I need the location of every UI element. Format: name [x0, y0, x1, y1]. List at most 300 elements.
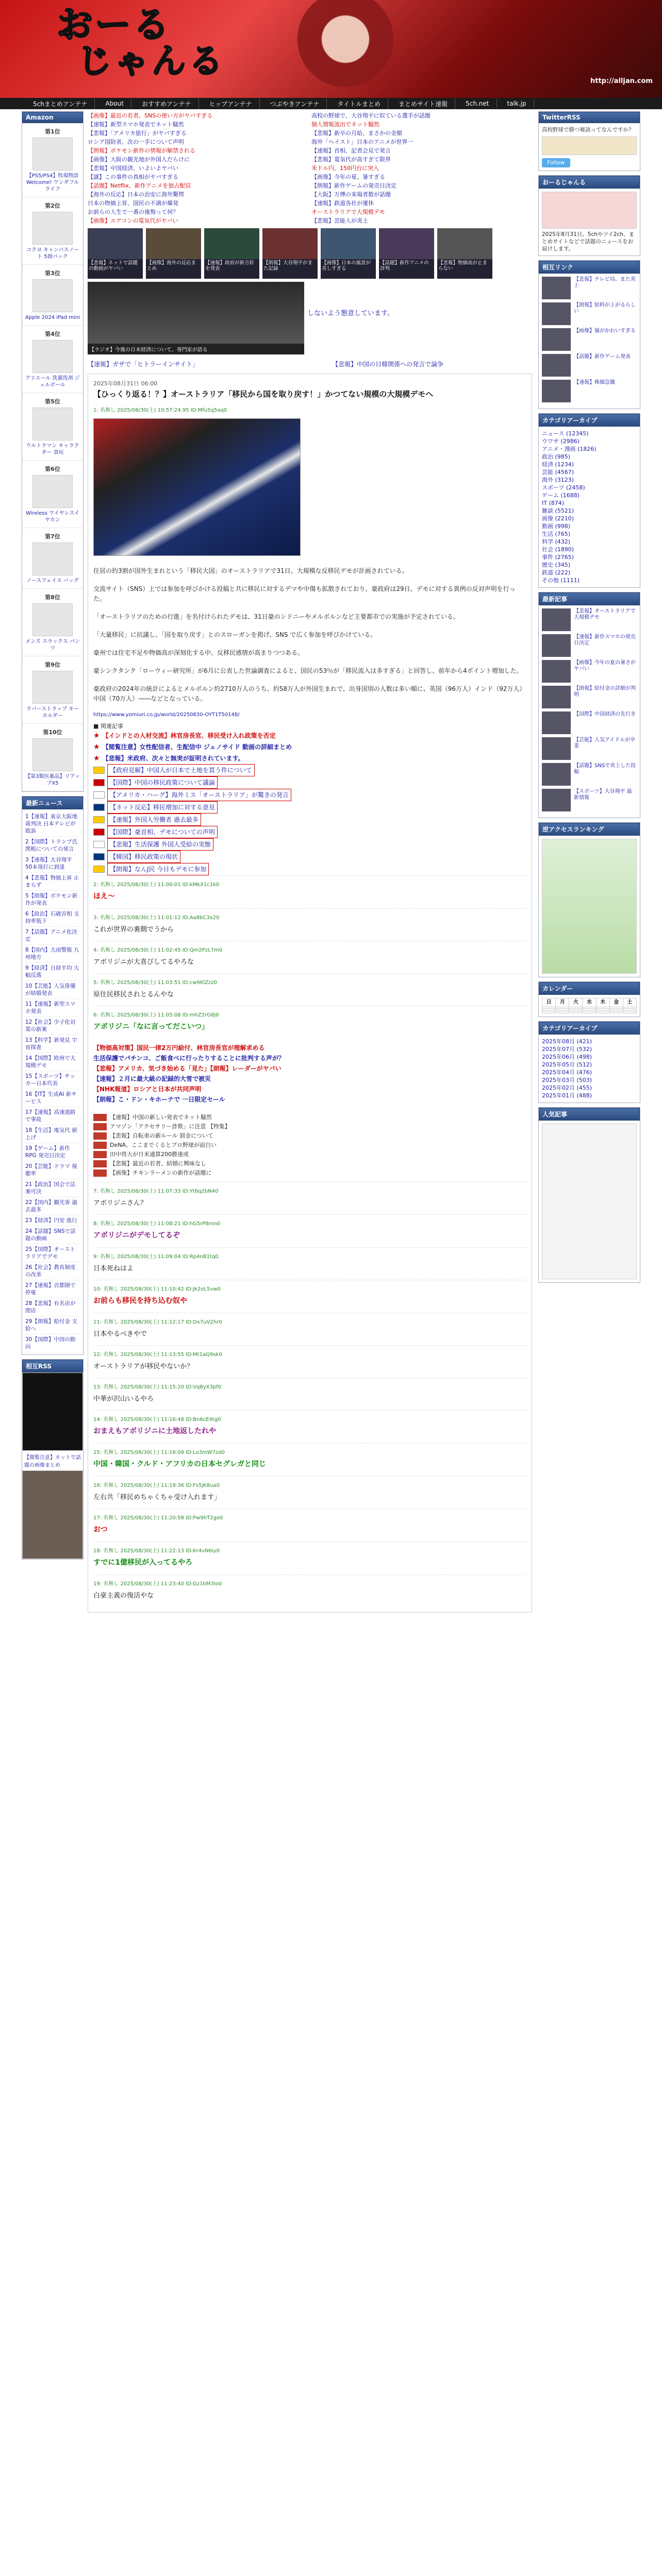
related-link[interactable]: 【アメリカ・ハーグ】海外ミス「オーストラリア」が驚きの発言	[107, 789, 291, 801]
top-link[interactable]: 【悲報】「アメリカ旅行」がヤバすぎる	[88, 130, 187, 137]
ad-link[interactable]: 【速報】中国の新しい発表でネット騒然	[110, 1114, 212, 1121]
category-link[interactable]: 歴史 (345)	[542, 562, 571, 568]
thumbnail-card[interactable]	[204, 228, 259, 279]
archive-link[interactable]: 2025年06月 (498)	[542, 1054, 592, 1060]
comment	[93, 1247, 526, 1280]
news-link[interactable]: 9【経済】日経平均 大幅反落	[25, 963, 80, 981]
nav-item[interactable]: おすすめアンテナ	[135, 98, 199, 109]
category-link[interactable]: 鉄道 (222)	[542, 569, 571, 576]
category-link[interactable]: ゲーム (1688)	[542, 492, 580, 499]
top-link[interactable]: 【話題】Netflix、新作アニメを独占配信	[88, 182, 191, 189]
recent-thumb	[542, 686, 571, 708]
related-item[interactable]	[93, 801, 526, 814]
amazon-item[interactable]	[22, 265, 83, 326]
product-title[interactable]: ラバーストラップ キーホルダー	[26, 706, 79, 719]
comment-body: アボリジニ「なに言ってだこいつ」	[93, 1023, 209, 1031]
news-link[interactable]: 11【速報】新型スマホ発表	[25, 999, 80, 1017]
ranking-thumb	[542, 277, 571, 299]
comments-more	[93, 1182, 526, 1607]
recent-link[interactable]: 【話題】SNSで炎上した投稿	[574, 763, 636, 775]
product-image	[32, 543, 73, 575]
thumbnail-card[interactable]	[262, 228, 318, 279]
mid-link[interactable]: 生活保護でパチンコ、ご飯食べに行ったりすることに批判する声が？	[93, 1055, 285, 1062]
comment-meta: 4: 名無し 2025/08/30(土) 11:02:45 ID:Qm2PzL7m0	[93, 947, 223, 953]
recent-item[interactable]	[542, 634, 637, 657]
news-link[interactable]: 24【話題】SNSで話題の動画	[25, 1226, 80, 1244]
comment-body: おつ	[93, 1526, 108, 1534]
twitter-avatar	[542, 137, 637, 155]
recent-link[interactable]: 【悲報】オーストラリアで大規模デモ	[574, 608, 636, 620]
recent-item[interactable]	[542, 660, 637, 683]
ranking-item[interactable]	[542, 380, 637, 402]
news-link[interactable]: 26【社会】教育制度の改革	[25, 1262, 80, 1280]
flag-icon	[93, 791, 105, 799]
calendar-weekday: 火	[569, 998, 583, 1007]
news-link[interactable]: 3【速報】大谷翔平 50本塁打に到達	[25, 855, 80, 873]
thumbnail-row	[88, 228, 532, 279]
related-item[interactable]	[93, 826, 526, 838]
flag-icon	[93, 853, 105, 860]
logo-line-2: じゃんる	[77, 41, 226, 81]
news-link[interactable]: 27【速報】首都圏で停電	[25, 1280, 80, 1298]
related-link[interactable]: 【悲報】生活保護 外国人受給の実態	[107, 838, 213, 851]
mid-links	[93, 1039, 526, 1109]
related-item[interactable]	[93, 863, 526, 875]
news-link[interactable]: 14【国際】欧州で大規模デモ	[25, 1053, 80, 1071]
article-paragraph: 「オーストラリアのための行進」を名付けられたデモは、31日豪のシドニーやメルボルンなど主要都市での実施が予定されている。	[93, 613, 459, 620]
related-item[interactable]	[93, 776, 526, 789]
top-link[interactable]: 【謎】この事件の真相がヤバすぎる	[88, 174, 178, 180]
recommend-heading: 相互RSS	[22, 1360, 83, 1372]
product-title[interactable]: メンズ スラックス パンツ	[25, 639, 80, 651]
category-heading: カテゴリアーカイブ	[539, 414, 640, 427]
comment-meta: 5: 名無し 2025/08/30(土) 11:03:51 ID:cw9KlZzz0	[93, 980, 217, 986]
top-link[interactable]: 【画像】今年の夏、暑すぎる	[311, 174, 385, 180]
top-link[interactable]: 【速報】首相、記者会見で発言	[311, 147, 391, 154]
news-link[interactable]: 19【ゲーム】新作RPG 発売日決定	[25, 1143, 80, 1161]
amazon-item[interactable]	[22, 461, 83, 528]
access-ranking-widget[interactable]	[542, 839, 637, 974]
thumbnail-image	[379, 228, 434, 259]
thumbnail-card[interactable]	[146, 228, 201, 279]
news-link[interactable]: 8【国内】大雨警報 九州地方	[25, 945, 80, 963]
news-link[interactable]: 17【速報】高速道路で事故	[25, 1107, 80, 1125]
amazon-rank: 第6位	[45, 466, 60, 472]
comment-body: 左右共「移民めちゃくちゃ受け入れます」	[93, 1494, 221, 1501]
amazon-item[interactable]	[22, 123, 83, 197]
recent-item[interactable]	[542, 711, 637, 734]
top-link[interactable]: 【画像】大阪の観光地が外国人だらけに	[88, 156, 190, 163]
news-link[interactable]: 2【国際】トランプ氏 関税についての発言	[25, 837, 80, 855]
top-link[interactable]: 【朗報】新作ゲームの発売日決定	[311, 182, 396, 189]
nav-item[interactable]: タイトルまとめ	[330, 98, 388, 109]
news-link[interactable]: 13【科学】新発見 宇宙探査	[25, 1035, 80, 1053]
product-title[interactable]: ノースフェイス バッグ	[26, 578, 79, 584]
amazon-list	[22, 123, 83, 791]
nav-item[interactable]: 5ch.net	[458, 99, 496, 108]
top-link[interactable]: 米ドル円、150円台に突入	[311, 165, 379, 172]
related-link[interactable]: 【インドとの人材交流】林官房長官、移民受け入れ政策を否定	[102, 732, 276, 739]
comments	[93, 875, 526, 1039]
ranking-link[interactable]: 【朗報】給料が上がるらしい	[574, 302, 636, 314]
amazon-item[interactable]	[22, 393, 83, 461]
related-link[interactable]: 【朗報】なんJ民 今日もデモに参加	[107, 863, 209, 875]
recommend-caption[interactable]: 【閲覧注意】ネットで話題の画像まとめ	[24, 1455, 81, 1468]
comment-body: 中華が沢山いるやろ	[93, 1395, 154, 1403]
top-link[interactable]: 【悲報】新卒の月給、まさかの金額	[311, 130, 402, 137]
news-link[interactable]: 29【朗報】給付金 支給へ	[25, 1316, 80, 1334]
recent-box	[538, 592, 640, 818]
calendar-weekday: 土	[623, 998, 636, 1007]
comment	[93, 1313, 526, 1345]
ad-row[interactable]	[93, 1141, 526, 1150]
product-title[interactable]: アリエール 洗濯洗剤 ジェルボール	[25, 376, 80, 388]
recent-thumb	[542, 660, 571, 683]
top-link[interactable]: 【海外の反応】日本の治安に海外驚愕	[88, 191, 184, 198]
top-link[interactable]: 【速報】新型スマホ発表でネット騒然	[88, 121, 184, 128]
thumbnail-image	[437, 228, 492, 259]
news-link[interactable]: 6【政治】石破首相 支持率低下	[25, 909, 80, 927]
top-link[interactable]: 【悲報】芸能人が炎上	[311, 217, 368, 224]
recent-item[interactable]	[542, 686, 637, 708]
category-link[interactable]: ニュース (12345)	[542, 430, 589, 437]
mid-link[interactable]: 【速報】２月に最大級の記録的大雪で被災	[93, 1075, 211, 1082]
news-link[interactable]: 15【スポーツ】サッカー日本代表	[25, 1071, 80, 1089]
ad-link[interactable]: 田中将大が日米通算200勝達成	[110, 1151, 189, 1158]
recent-link[interactable]: 【スポーツ】大谷翔平 最新情報	[574, 789, 632, 801]
nav-item[interactable]: つぶやきアンテナ	[263, 98, 327, 109]
ranking-item[interactable]	[542, 302, 637, 325]
thumbnail-card[interactable]	[88, 228, 143, 279]
ranking-link[interactable]: 【悲報】テレビ局、また炎上	[574, 277, 636, 289]
top-link[interactable]: お前らの人生で一番の後悔って何？	[88, 209, 178, 215]
top-link[interactable]: 個人情報流出でネット騒然	[311, 121, 379, 128]
news-link[interactable]: 1【速報】東京大阪地裁判決 日本テレビが敗訴	[25, 811, 80, 837]
flag-icon	[93, 779, 105, 786]
recent-thumb	[542, 737, 571, 760]
page-body	[0, 109, 662, 2576]
category-link[interactable]: 動画 (998)	[542, 523, 571, 530]
ad-icon	[93, 1170, 107, 1177]
mid-link[interactable]: 【悲報】アメリカ、気づき始める「見た」【朗報】レーダーがヤバい	[93, 1065, 282, 1072]
ranking-item[interactable]	[542, 354, 637, 377]
ad-row[interactable]	[93, 1159, 526, 1168]
thumbnail-image	[88, 228, 143, 259]
recent-item[interactable]	[542, 737, 637, 760]
news-link[interactable]: 4【悲報】物価上昇 止まらず	[25, 873, 80, 891]
comment-meta: 17: 名無し 2025/08/30(土) 11:20:58 ID:Pw9hT2ge0	[93, 1515, 223, 1521]
ad-icon	[93, 1114, 107, 1121]
mid-link[interactable]: 【物価高対策】国民一律2万円給付、林官房長官が理解求める	[93, 1044, 265, 1052]
thumbnail-caption: 【速報】政府が新方針を発表	[204, 259, 259, 279]
related-link[interactable]: 【政府見解】中国人が日本で土地を買う件について	[107, 764, 255, 776]
top-link[interactable]: 【大阪】万博の来場者数が話題	[311, 191, 391, 198]
news-link[interactable]: 7【話題】アニメ化決定	[25, 927, 80, 945]
top-link[interactable]: 【画像】最近の若者、SNSの使い方がヤバすぎる	[88, 112, 213, 119]
top-links-right	[311, 111, 532, 225]
flag-icon	[93, 816, 105, 823]
amazon-item[interactable]	[22, 528, 83, 589]
thumbnail-card[interactable]	[437, 228, 492, 279]
archive-link[interactable]: 2025年01月 (488)	[542, 1092, 592, 1099]
amazon-item[interactable]	[22, 724, 83, 791]
mid-link[interactable]: 【NHK報道】ロシアと日本が共同声明	[93, 1086, 202, 1093]
recent-item[interactable]	[542, 763, 637, 786]
nav-item[interactable]: talk.jp	[500, 99, 534, 108]
comment-meta: 12: 名無し 2025/08/30(土) 11:13:55 ID:Mt1aQ9sk0	[93, 1352, 222, 1358]
related-item[interactable]	[93, 764, 526, 776]
ad-link[interactable]: DeNA、ここまでくるとプロ野球が面白い	[110, 1142, 217, 1148]
comment-meta: 16: 名無し 2025/08/30(土) 11:19:36 ID:Fs5jK8ua0	[93, 1483, 220, 1488]
recommend-image-2[interactable]	[22, 1470, 83, 1559]
category-link[interactable]: スポーツ (2458)	[542, 484, 585, 491]
links-box	[538, 260, 640, 409]
comment	[93, 1443, 526, 1476]
comment-meta: 7: 名無し 2025/08/30(土) 11:07:33 ID:Yt6q2bN40	[93, 1189, 219, 1194]
comment	[93, 1378, 526, 1410]
related-link[interactable]: 【ネット反応】移民増加に対する意見	[107, 801, 218, 814]
amazon-item[interactable]	[22, 326, 83, 393]
article-photo	[93, 418, 301, 556]
product-title[interactable]: 【第3類医薬品】リアップX5	[25, 774, 80, 786]
archive-link[interactable]: 2025年02月 (455)	[542, 1084, 592, 1091]
category-link[interactable]: 海外 (3123)	[542, 477, 574, 483]
recommend-box	[22, 1359, 84, 1560]
news-link[interactable]: 23【経済】円安 進行	[25, 1215, 80, 1226]
thumbnail-card[interactable]	[321, 228, 376, 279]
archive-link[interactable]: 2025年08月 (421)	[542, 1038, 592, 1045]
prev-article-link[interactable]: 【速報】ガザで「ヒトラーインサイト」	[88, 361, 199, 368]
blog-description: 2025年8月31日。5chやツイ2ch、まとめサイトなどで話題のニュースをお届けします。	[542, 231, 634, 252]
related-link[interactable]: 【韓国】移民政策の現状	[107, 851, 180, 863]
news-link[interactable]: 21【政治】国会で法案可決	[25, 1179, 80, 1197]
thumbnail-card[interactable]	[379, 228, 434, 279]
ranking-thumb	[542, 328, 571, 351]
amazon-item[interactable]	[22, 589, 83, 656]
related-item[interactable]	[93, 789, 526, 801]
comment-meta: 13: 名無し 2025/08/30(土) 11:15:20 ID:Vq8yX3pf0	[93, 1384, 222, 1390]
article-paragraph: 豪政府の2024年の統計によるとメルボルン約2710万人のうち、約58万人が外国生まれで、出身国別の人数は多い順に、英国（96万人）インド（92万人）中国（70万人）――などとなっている。	[93, 685, 526, 702]
recent-link[interactable]: 【速報】新作スマホの発売日決定	[574, 634, 636, 646]
article-title[interactable]: 【ひっくり返る！？】オーストラリア「移民から国を取り戻す！」かつてない規模の大規模デモへ	[93, 389, 434, 399]
top-link[interactable]: 【朗報】ポケモン新作の情報が解禁される	[88, 147, 195, 154]
thumbnail-image	[321, 228, 376, 259]
category-link[interactable]: アニメ・漫画 (1826)	[542, 446, 597, 452]
archive-link[interactable]: 2025年04月 (476)	[542, 1069, 592, 1076]
thumbnail-image	[146, 228, 201, 259]
nav-item[interactable]: ヒップアンテナ	[202, 98, 260, 109]
related-item[interactable]	[93, 851, 526, 863]
news-link[interactable]: 12【社会】少子化対策の新案	[25, 1017, 80, 1035]
amazon-rank: 第3位	[45, 270, 60, 277]
comment-body: すでに1億移民が入ってるやろ	[93, 1558, 193, 1567]
ad-row[interactable]	[93, 1150, 526, 1159]
comment	[93, 1509, 526, 1541]
top-link[interactable]: 海外「ヘイスト」日本のアニメが世界一	[311, 139, 413, 145]
comment-body: 原住民移民されとるんやな	[93, 991, 174, 998]
ad-row[interactable]	[93, 1168, 526, 1178]
category-link[interactable]: 芸能 (4567)	[542, 469, 574, 476]
ranking-link[interactable]: 【話題】新作ゲーム発表	[574, 354, 631, 360]
amazon-rank: 第1位	[45, 128, 60, 135]
related-link[interactable]: 【悲報】米政府、次々と無実が証明されています。	[102, 755, 244, 762]
ad-link[interactable]: 【悲報】自転車の新ルール 罰金について	[110, 1132, 214, 1139]
archive-box	[538, 1021, 640, 1103]
product-image	[32, 408, 73, 440]
recent-item[interactable]	[542, 789, 637, 811]
archive-link[interactable]: 2025年03月 (503)	[542, 1077, 592, 1083]
category-link[interactable]: その他 (1111)	[542, 577, 580, 584]
related-item[interactable]	[93, 814, 526, 826]
product-title[interactable]: Wireless ワイヤレスイヤホン	[25, 511, 80, 523]
news-link[interactable]: 10【芸能】人気俳優が結婚発表	[25, 981, 80, 999]
amazon-item[interactable]	[22, 656, 83, 724]
top-link[interactable]: 【速報】鉄道各社が運休	[311, 200, 374, 207]
news-link[interactable]: 30【国際】中国の動向	[25, 1334, 80, 1352]
follow-button[interactable]: Follow	[542, 158, 570, 167]
product-image	[32, 138, 73, 171]
popular-widget[interactable]	[542, 1124, 637, 1279]
product-title[interactable]: ウルトラマン キャラクター 食玩	[26, 443, 79, 455]
product-image	[32, 671, 73, 704]
recent-item[interactable]	[542, 608, 637, 631]
top-link[interactable]: 【悲報】電気代が高すぎて限界	[311, 156, 391, 163]
popular-box	[538, 1107, 640, 1283]
news-link[interactable]: 28【悲報】有名店が閉店	[25, 1298, 80, 1316]
article-paragraph: 豪シンクタンク「ローウィー研究所」が6月に公表した世論調査によると、国民の53％が「移民流入は多すぎる」と回答し、前年から4ポイント増加した。	[93, 667, 523, 674]
category-link[interactable]: IT (874)	[542, 500, 565, 506]
top-links-left	[88, 111, 308, 225]
category-link[interactable]: 雑談 (5521)	[542, 507, 574, 514]
twitter-text: 高校野球で勝つ秘訣ってなんですか？	[542, 127, 634, 133]
thumbnail-caption: 【悲報】ネットで話題の動画がヤバい	[88, 259, 143, 279]
related-link[interactable]: 【閲覧注意】女性配信者、生配信中 ジェノサイド 動画の詳細まとめ	[102, 743, 292, 751]
category-link[interactable]: 社会 (1890)	[542, 546, 574, 553]
nav-item[interactable]: 5chまとめアンテナ	[26, 98, 95, 109]
thumbnail-caption: 【悲報】物価高が止まらない	[437, 259, 492, 279]
ad-icon	[93, 1123, 107, 1130]
ranking-item[interactable]	[542, 277, 637, 299]
comment	[93, 1006, 526, 1039]
related-item[interactable]	[93, 730, 526, 741]
top-link[interactable]: 高校の野球で、大谷翔平に似ている選手が話題	[311, 112, 431, 119]
ad-link[interactable]: 【画像】チキンラーメンの新作が話題に	[110, 1170, 212, 1176]
comment-body: オーストラリアが移民やないか？	[93, 1363, 194, 1370]
feature-side-text: しないよう懇意しています。	[307, 310, 394, 317]
op-meta: 1: 名無し 2025/08/30(土) 10:57:24.95 ID:Mfu5q5aq0	[93, 408, 227, 413]
news-link[interactable]: 25【国際】オーストラリアでデモ	[25, 1244, 80, 1262]
top-link[interactable]: ロシア国防省、次の一手について声明	[88, 139, 184, 145]
right-sidebar	[538, 111, 640, 1287]
category-link[interactable]: 科学 (432)	[542, 538, 571, 545]
ad-link[interactable]: アマゾン「アクセサリー詐欺」に注意 【特集】	[110, 1123, 230, 1130]
top-link[interactable]: オーストラリアで大規模デモ	[311, 209, 385, 215]
recommend-image[interactable]	[22, 1372, 83, 1451]
related-link[interactable]: 【国際】豪首相、デモについての声明	[107, 826, 218, 838]
category-link[interactable]: 画像 (2210)	[542, 515, 574, 522]
archive-link[interactable]: 2025年05月 (512)	[542, 1061, 592, 1068]
category-link[interactable]: 生活 (765)	[542, 531, 571, 537]
comment-body: 日本やるべきやで	[93, 1330, 147, 1338]
comment	[93, 1214, 526, 1247]
nav-item[interactable]: まとめサイト速報	[391, 98, 455, 109]
popular-heading: 人気記事	[539, 1108, 640, 1121]
site-logo[interactable]	[57, 6, 242, 89]
news-link[interactable]: 5【朗報】ポケモン新作が発表	[25, 891, 80, 909]
related-item[interactable]	[93, 753, 526, 764]
top-link[interactable]: 日本の物価上昇、国民の不満が爆発	[88, 200, 178, 207]
product-title[interactable]: 【PS5/PS4】牧場物語 Welcome! ワンダフルライフ	[26, 173, 79, 192]
ranking-thumb	[542, 302, 571, 325]
next-article-link[interactable]: 【悲報】中国の日韓関係への発言で論争	[332, 361, 444, 368]
category-link[interactable]: 経済 (1234)	[542, 461, 574, 468]
recent-link[interactable]: 【画像】今年の夏の暑さがヤバい	[574, 660, 636, 672]
mid-link[interactable]: 【朗報】こ・ドン・キホーテで 一日限定セール	[93, 1096, 225, 1103]
source-link[interactable]: https://www.yomiuri.co.jp/world/20250830-OYT1T50148/	[93, 712, 240, 718]
ad-link[interactable]: 【悲報】最近の若者、結婚に興味なし	[110, 1160, 206, 1167]
flag-icon	[93, 828, 105, 836]
category-link[interactable]: 事件 (2765)	[542, 554, 574, 561]
ad-icon	[93, 1151, 107, 1158]
recent-link[interactable]: 【朗報】給付金の詳細が判明	[574, 686, 636, 698]
calendar-heading: カレンダー	[539, 982, 640, 995]
category-link[interactable]: 政治 (985)	[542, 453, 571, 460]
top-link[interactable]: 【画像】エアコンの電気代がヤバい	[88, 217, 178, 224]
ad-row[interactable]	[93, 1113, 526, 1122]
related-link[interactable]: 【速報】外国人労働者 過去最多	[107, 814, 201, 826]
news-link[interactable]: 22【国内】観光客 過去最多	[25, 1197, 80, 1215]
product-title[interactable]: コクヨ キャンパスノート 5冊パック	[26, 247, 79, 260]
news-link[interactable]: 16【IT】生成AI 新サービス	[25, 1089, 80, 1107]
related-list	[93, 730, 526, 875]
calendar-weekday: 日	[542, 998, 556, 1007]
related-item[interactable]	[93, 741, 526, 753]
amazon-rank: 第10位	[43, 729, 62, 736]
comment-body: ほえ～	[93, 892, 115, 901]
comment-body: おまえもアボリジニに土地返したれや	[93, 1427, 216, 1435]
recent-link[interactable]: 【芸能】人気アイドルが卒業	[574, 737, 636, 749]
left-sidebar	[22, 111, 84, 1564]
ranking-item[interactable]	[542, 328, 637, 351]
nav-item[interactable]: About	[98, 99, 131, 108]
ranking-link[interactable]: 【速報】株価急騰	[574, 380, 615, 385]
amazon-heading: Amazon	[22, 112, 83, 123]
top-link[interactable]: 【悲報】中国経済、いよいよヤバい	[88, 165, 178, 172]
article-date: 2025年08月31日 06:00	[93, 380, 158, 387]
ad-row[interactable]	[93, 1131, 526, 1141]
archive-link[interactable]: 2025年07月 (532)	[542, 1046, 592, 1053]
ad-row[interactable]	[93, 1122, 526, 1131]
feature-item[interactable]	[88, 282, 304, 354]
ranking-link[interactable]: 【画像】猫がかわいすぎる	[574, 328, 636, 334]
category-link[interactable]: ウワサ (2986)	[542, 438, 580, 445]
product-title[interactable]: Apple 2024 iPad mini	[25, 315, 80, 320]
recent-heading: 最新記事	[539, 592, 640, 605]
news-link[interactable]: 18【生活】電気代 値上げ	[25, 1125, 80, 1143]
related-link[interactable]: 【国際】中国の移民政策について議論	[107, 776, 218, 789]
amazon-item[interactable]	[22, 197, 83, 265]
recent-link[interactable]: 【国際】中国経済の先行き	[574, 711, 636, 717]
feature-block	[88, 282, 532, 354]
comment-meta: 11: 名無し 2025/08/30(土) 11:12:17 ID:Dx7uV2hr0	[93, 1319, 222, 1325]
ranking-thumb	[542, 354, 571, 377]
thumbnail-caption: 【画像】海外の反応まとめ	[146, 259, 201, 279]
amazon-rank: 第4位	[45, 331, 60, 337]
news-link[interactable]: 20【芸能】ドラマ 視聴率	[25, 1161, 80, 1179]
flag-icon	[93, 767, 105, 774]
related-item[interactable]	[93, 838, 526, 851]
article-body	[93, 566, 526, 704]
